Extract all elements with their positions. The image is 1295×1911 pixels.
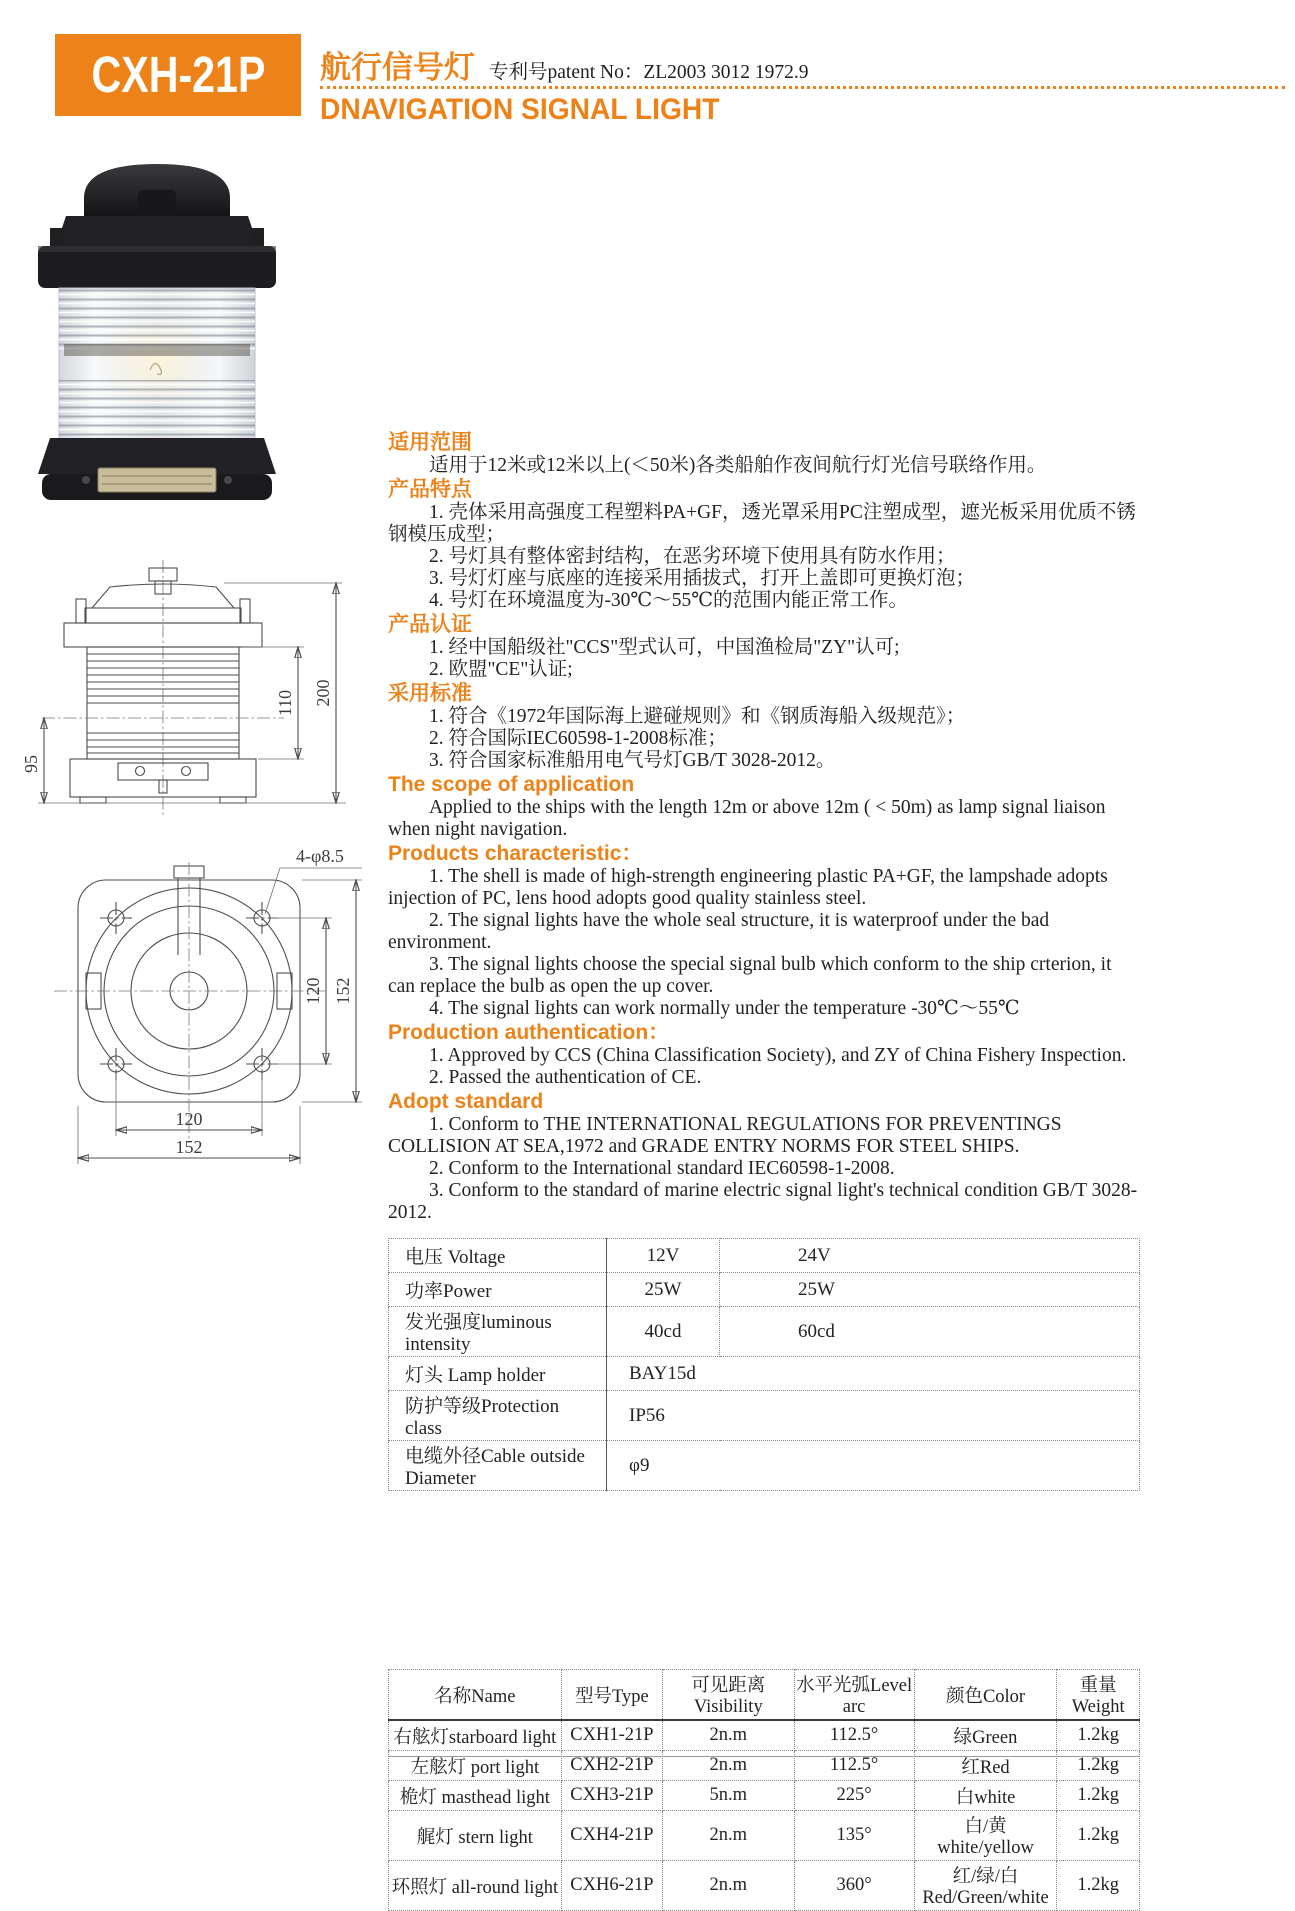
lamp-lens	[59, 288, 255, 438]
spec-value: 60cd	[720, 1307, 1140, 1357]
spec-row	[389, 1441, 1140, 1491]
table-cell: 2n.m	[663, 1861, 794, 1911]
section-paragraph: 1. 经中国船级社"CCS"型式认可，中国渔检局"ZY"认可;	[428, 637, 900, 658]
footer-rule	[388, 1756, 1140, 1757]
table-row	[389, 1781, 1140, 1811]
table-cell: 2n.m	[663, 1751, 794, 1781]
model-table	[388, 1669, 1140, 1911]
spec-label: 防护等级Protection class	[389, 1391, 607, 1441]
table-cell: 右舷灯starboard light	[389, 1720, 562, 1751]
dim-lens-height: 110	[275, 689, 295, 717]
table-cell: CXH4-21P	[561, 1811, 662, 1861]
dim-base-height: 95	[21, 755, 41, 773]
model-name: CXH-21P	[91, 46, 265, 104]
table-row	[389, 1861, 1140, 1911]
spec-label: 电压 Voltage	[389, 1239, 607, 1273]
product-photo	[22, 148, 292, 508]
spec-value: φ9	[607, 1441, 1140, 1491]
table-row	[389, 1720, 1140, 1751]
section-paragraph: 1. Conform to THE INTERNATIONAL REGULATIONS FOR PREVENTINGS COLLISION AT SEA,1972 and GRADE ENTRY NORMS FOR STEEL SHIPS.	[388, 1114, 1062, 1157]
section-paragraph: 4. 号灯在环境温度为-30℃～55℃的范围内能正常工作。	[428, 590, 909, 611]
bottom-outline	[54, 862, 326, 1140]
section-paragraph: 2. Passed the authentication of CE.	[428, 1067, 702, 1088]
table-cell: 白white	[914, 1781, 1057, 1811]
spec-row	[389, 1391, 1140, 1441]
section-paragraph: Applied to the ships with the length 12m or above 12m ( < 50m) as lamp signal liaison when night navigation.	[388, 797, 1106, 840]
section-paragraph: 2. 符合国际IEC60598-1-2008标准；	[428, 728, 727, 749]
table-cell: 桅灯 masthead light	[389, 1781, 562, 1811]
table-cell: 5n.m	[663, 1781, 794, 1811]
section-paragraph: 3. The signal lights choose the special signal bulb which conform to the ship crterion, it can replace the bulb as open the up cover.	[388, 954, 1112, 997]
bottom-dimensions	[78, 846, 362, 1164]
dim-holes-label: 4-φ8.5	[296, 846, 344, 866]
table-cell: CXH6-21P	[561, 1861, 662, 1911]
section-paragraph: 3. 号灯灯座与底座的连接采用插拔式，打开上盖即可更换灯泡；	[428, 568, 975, 589]
section-paragraph: 2. Conform to the International standard IEC60598-1-2008.	[428, 1158, 895, 1179]
table-cell: 白/黄 white/yellow	[914, 1811, 1057, 1861]
section-paragraph: 4. The signal lights can work normally under the temperature -30℃～55℃	[428, 998, 1020, 1019]
spec-row	[389, 1307, 1140, 1357]
section-heading: 产品认证	[388, 613, 472, 636]
spec-label: 发光强度luminous intensity	[389, 1307, 607, 1357]
section-paragraph: 3. 符合国家标准船用电气号灯GB/T 3028-2012。	[428, 750, 836, 771]
spec-value: IP56	[607, 1391, 1140, 1441]
section-paragraph: 适用于12米或12米以上(＜50米)各类船舶作夜间航行灯光信号联络作用。	[428, 455, 1047, 476]
bottom-view-drawing	[28, 838, 378, 1168]
section-paragraph: 2. The signal lights have the whole seal structure, it is waterproof under the bad environment.	[388, 910, 1050, 953]
section-heading: 采用标准	[388, 682, 472, 705]
spec-value: 25W	[720, 1273, 1140, 1307]
table-cell: 360°	[794, 1861, 914, 1911]
dim-hole-spacing-h: 120	[175, 1109, 203, 1129]
table-cell: 左舷灯 port light	[389, 1751, 562, 1781]
spec-table-body	[389, 1239, 1140, 1491]
section-heading: Products characteristic：	[388, 842, 643, 865]
table-cell: 红/绿/白 Red/Green/white	[914, 1861, 1057, 1911]
table-cell: 2n.m	[663, 1720, 794, 1751]
dim-hole-spacing-v: 120	[303, 977, 323, 1005]
spec-row	[389, 1357, 1140, 1391]
spec-value: 24V	[720, 1239, 1140, 1273]
dim-flange-v: 152	[333, 977, 353, 1005]
sections	[388, 430, 1142, 1224]
spec-value: BAY15d	[607, 1357, 1140, 1391]
section-paragraph: 3. Conform to the standard of marine electric signal light's technical condition GB/T 3028-2012.	[388, 1180, 1138, 1223]
spec-label: 电缆外径Cable outside Diameter	[389, 1441, 607, 1491]
section-heading: The scope of application	[388, 773, 635, 796]
model-col-header: 型号Type	[561, 1670, 662, 1721]
model-col-header: 水平光弧Level arc	[794, 1670, 914, 1721]
section-paragraph: 1. 符合《1972年国际海上避碰规则》和《钢质海船入级规范》；	[428, 706, 966, 727]
title-chinese: 航行信号灯	[320, 50, 475, 85]
lamp-cap	[38, 164, 276, 288]
spec-table	[388, 1238, 1140, 1491]
table-cell: CXH2-21P	[561, 1751, 662, 1781]
table-cell: 1.2kg	[1057, 1720, 1140, 1751]
lamp-base	[38, 438, 276, 500]
title-row	[320, 42, 809, 87]
spec-value: 12V	[607, 1239, 720, 1273]
section-heading: 适用范围	[388, 431, 472, 454]
model-table-header-row	[389, 1670, 1140, 1721]
dim-total-height: 200	[313, 679, 333, 707]
title-english: DNAVIGATION SIGNAL LIGHT	[320, 93, 720, 126]
table-cell: 225°	[794, 1781, 914, 1811]
table-cell: 2n.m	[663, 1811, 794, 1861]
table-cell: CXH1-21P	[561, 1720, 662, 1751]
side-view-drawing	[21, 556, 378, 821]
model-col-header: 名称Name	[389, 1670, 562, 1721]
section-heading: 产品特点	[388, 478, 472, 501]
model-col-header: 重量Weight	[1057, 1670, 1140, 1721]
table-row	[389, 1751, 1140, 1781]
model-col-header: 可见距离Visibility	[663, 1670, 794, 1721]
spec-label: 功率Power	[389, 1273, 607, 1307]
table-cell: 绿Green	[914, 1720, 1057, 1751]
table-cell: 1.2kg	[1057, 1811, 1140, 1861]
model-badge	[55, 34, 301, 116]
section-heading: Adopt standard	[388, 1090, 544, 1113]
table-row	[389, 1811, 1140, 1861]
table-cell: 1.2kg	[1057, 1861, 1140, 1911]
section-paragraph: 1. Approved by CCS (China Classification Society), and ZY of China Fishery Inspection.	[428, 1045, 1127, 1066]
side-outline	[38, 568, 346, 803]
model-col-header: 颜色Color	[914, 1670, 1057, 1721]
spec-value: 40cd	[607, 1307, 720, 1357]
spec-label: 灯头 Lamp holder	[389, 1357, 607, 1391]
section-paragraph: 2. 号灯具有整体密封结构，在恶劣环境下使用具有防水作用；	[428, 546, 956, 567]
table-cell: 艉灯 stern light	[389, 1811, 562, 1861]
table-cell: 1.2kg	[1057, 1781, 1140, 1811]
spec-row	[389, 1239, 1140, 1273]
section-paragraph: 2. 欧盟"CE"认证;	[428, 659, 573, 680]
dim-flange-h: 152	[175, 1137, 203, 1157]
model-table-body	[389, 1720, 1140, 1911]
table-cell: 红Red	[914, 1751, 1057, 1781]
table-cell: 112.5°	[794, 1720, 914, 1751]
spec-row	[389, 1273, 1140, 1307]
section-paragraph: 1. The shell is made of high-strength engineering plastic PA+GF, the lampshade adopts injection of PC, lens hood adopts good quality stainless steel.	[388, 866, 1108, 909]
content-column	[388, 430, 1142, 1911]
spec-value: 25W	[607, 1273, 720, 1307]
table-cell: 112.5°	[794, 1751, 914, 1781]
patent-number: 专利号patent No：ZL2003 3012 1972.9	[489, 62, 809, 83]
dotted-divider	[320, 86, 1285, 89]
table-cell: 135°	[794, 1811, 914, 1861]
table-cell: 环照灯 all-round light	[389, 1861, 562, 1911]
table-cell: 1.2kg	[1057, 1751, 1140, 1781]
section-paragraph: 1. 壳体采用高强度工程塑料PA+GF，透光罩采用PC注塑成型，遮光板采用优质不锈钢模压成型；	[388, 502, 1136, 545]
section-heading: Production authentication：	[388, 1021, 670, 1044]
table-cell: CXH3-21P	[561, 1781, 662, 1811]
